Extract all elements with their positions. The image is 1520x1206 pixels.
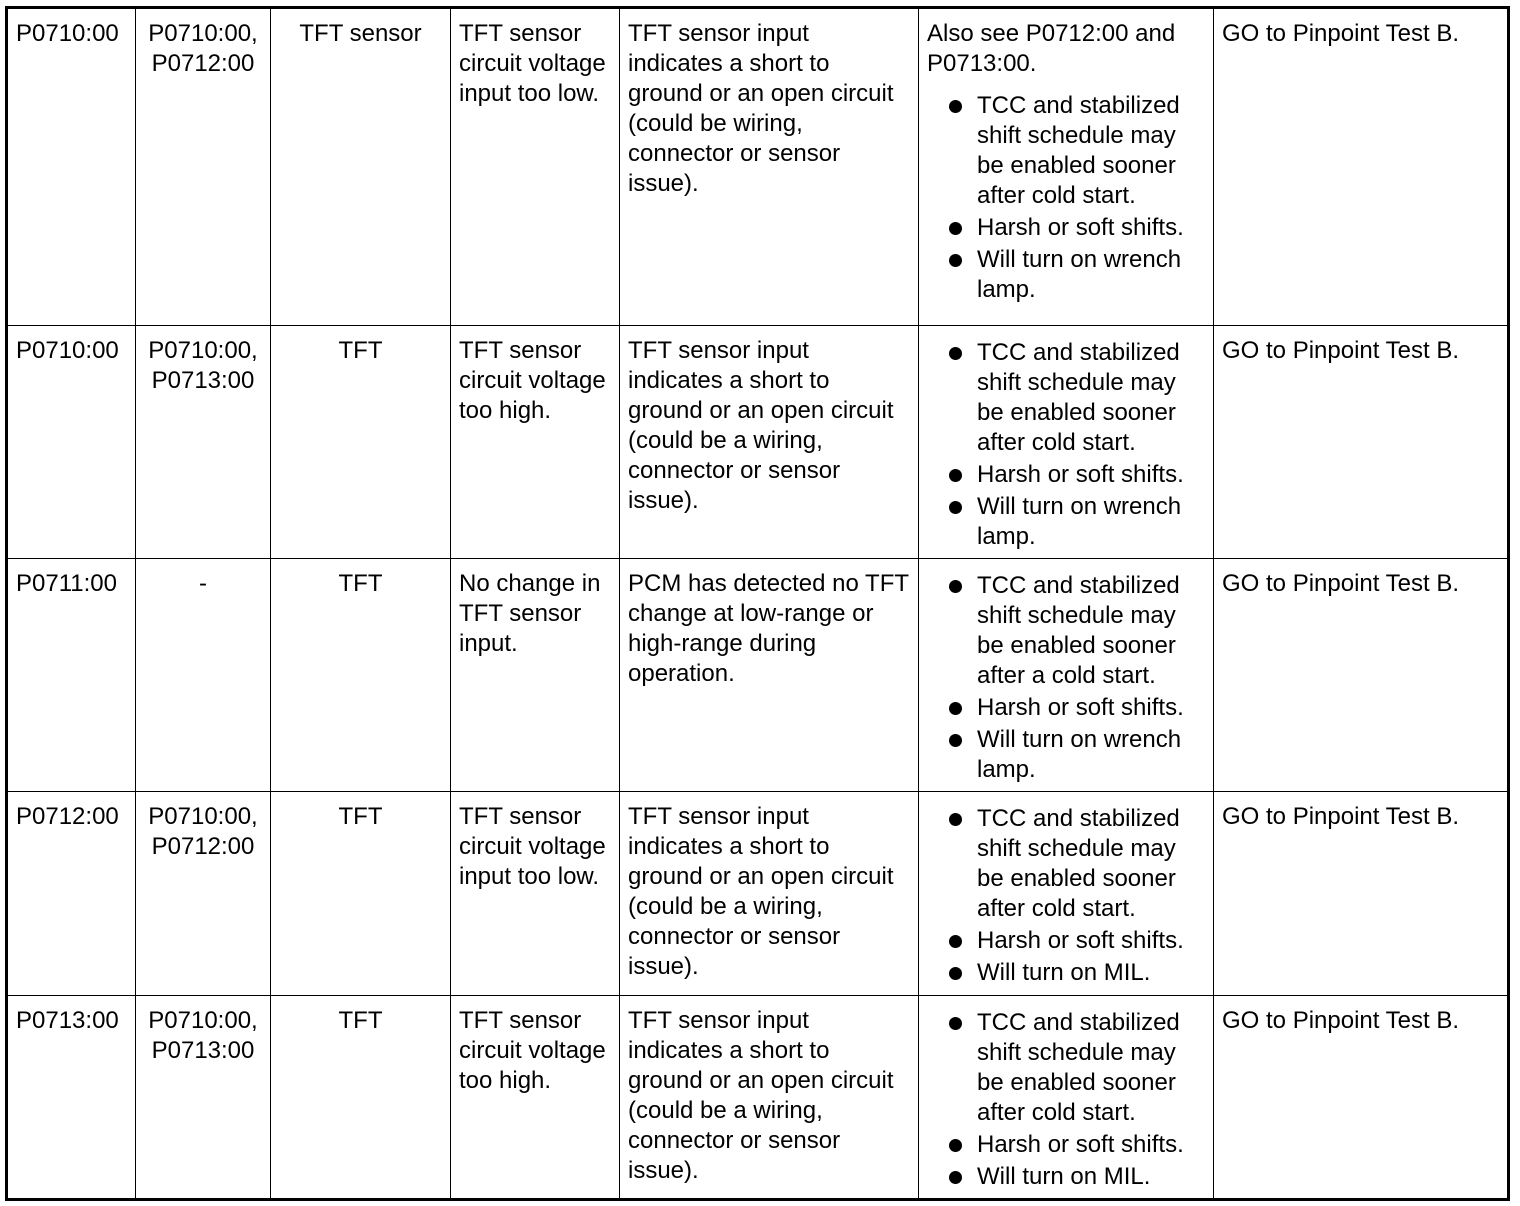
table-row [7,996,1509,1200]
action-cell: GO to Pinpoint Test B. [1214,559,1509,792]
related-dtc-line: P0712:00 [151,833,255,860]
symptoms-cell [919,8,1214,326]
symptom-list [927,571,1205,785]
dtc-code-cell: P0711:00 [7,559,136,792]
action-cell: GO to Pinpoint Test B. [1214,792,1509,996]
dtc-code-cell: P0710:00 [7,8,136,326]
dtc-code-cell: P0713:00 [7,996,136,1200]
table-row [7,8,1509,326]
related-dtc-line: P0712:00 [151,50,255,77]
dtc-code-cell: P0710:00 [7,326,136,559]
component-cell: TFT sensor [271,8,451,326]
condition-cell: PCM has detected no TFT change at low-range or high-range during operation. [620,559,919,792]
related-dtc-line: P0713:00 [151,367,255,394]
symptom-item: TCC and stabilized shift schedule may be enabled sooner after cold start. [927,1008,1205,1128]
symptom-item: Harsh or soft shifts. [927,926,1205,956]
table-row [7,559,1509,792]
symptoms-cell [919,326,1214,559]
symptom-item: Harsh or soft shifts. [927,213,1205,243]
related-dtc-cell [136,326,271,559]
description-cell: TFT sensor circuit voltage too high. [451,326,620,559]
related-dtc-cell [136,996,271,1200]
dtc-table [5,6,1510,1201]
description-cell: TFT sensor circuit voltage input too low. [451,792,620,996]
condition-cell: TFT sensor input indicates a short to ground or an open circuit (could be wiring, connector or sensor issue). [620,8,919,326]
symptom-item: Will turn on wrench lamp. [927,725,1205,785]
symptom-list [927,338,1205,552]
symptom-item: TCC and stabilized shift schedule may be enabled sooner after cold start. [927,338,1205,458]
description-cell: TFT sensor circuit voltage too high. [451,996,620,1200]
symptom-item: Will turn on MIL. [927,958,1205,988]
symptom-list [927,804,1205,988]
related-dtc-cell [136,559,271,792]
symptom-item: Harsh or soft shifts. [927,1130,1205,1160]
condition-cell: TFT sensor input indicates a short to ground or an open circuit (could be a wiring, connector or sensor issue). [620,792,919,996]
symptom-item: Will turn on MIL. [927,1162,1205,1192]
symptoms-note: Also see P0712:00 and P0713:00. [927,20,1176,77]
symptoms-cell [919,996,1214,1200]
related-dtc-line: - [199,570,207,597]
related-dtc-cell [136,8,271,326]
symptom-item: TCC and stabilized shift schedule may be enabled sooner after a cold start. [927,571,1205,691]
symptom-item: Harsh or soft shifts. [927,460,1205,490]
symptoms-cell [919,792,1214,996]
related-dtc-line: P0710:00, [148,1007,258,1034]
symptoms-cell [919,559,1214,792]
component-cell: TFT [271,996,451,1200]
table-row [7,326,1509,559]
action-cell: GO to Pinpoint Test B. [1214,8,1509,326]
dtc-table-body [7,8,1509,1200]
symptom-list [927,1008,1205,1192]
description-cell: TFT sensor circuit voltage input too low. [451,8,620,326]
symptom-item: Harsh or soft shifts. [927,693,1205,723]
condition-cell: TFT sensor input indicates a short to ground or an open circuit (could be a wiring, connector or sensor issue). [620,326,919,559]
description-cell: No change in TFT sensor input. [451,559,620,792]
related-dtc-line: P0710:00, [148,803,258,830]
related-dtc-line: P0710:00, [148,337,258,364]
symptom-item: Will turn on wrench lamp. [927,492,1205,552]
dtc-code-cell: P0712:00 [7,792,136,996]
symptom-item: Will turn on wrench lamp. [927,245,1205,305]
symptom-list [927,91,1205,305]
related-dtc-line: P0710:00, [148,20,258,47]
condition-cell: TFT sensor input indicates a short to ground or an open circuit (could be a wiring, connector or sensor issue). [620,996,919,1200]
symptom-item: TCC and stabilized shift schedule may be enabled sooner after cold start. [927,91,1205,211]
related-dtc-cell [136,792,271,996]
related-dtc-line: P0713:00 [151,1037,255,1064]
action-cell: GO to Pinpoint Test B. [1214,326,1509,559]
component-cell: TFT [271,326,451,559]
component-cell: TFT [271,559,451,792]
action-cell: GO to Pinpoint Test B. [1214,996,1509,1200]
component-cell: TFT [271,792,451,996]
table-row [7,792,1509,996]
symptom-item: TCC and stabilized shift schedule may be enabled sooner after cold start. [927,804,1205,924]
